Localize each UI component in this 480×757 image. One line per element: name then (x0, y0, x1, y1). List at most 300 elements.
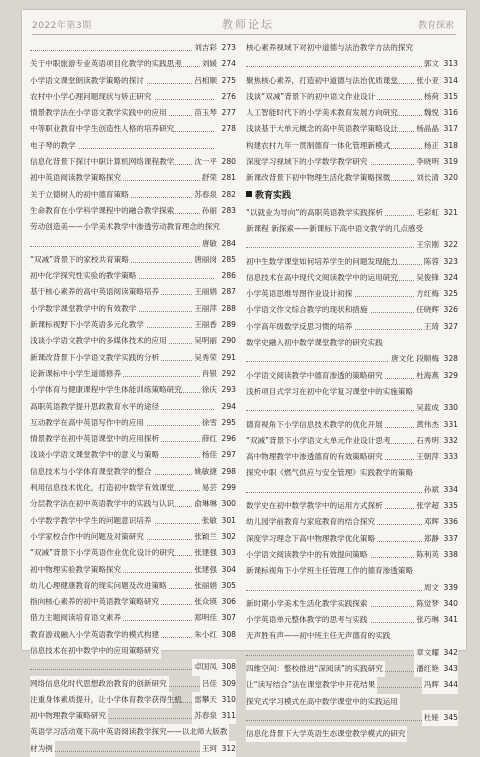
entry-author: 肖银 (201, 368, 217, 378)
entry-meta (200, 741, 236, 757)
entry-title: 关于立德树人的初中德育策略 (30, 187, 131, 203)
entry-meta (192, 610, 236, 626)
entry-title: 初中物理教学策略研究 (30, 708, 108, 724)
entry-author: 卓国凤 (194, 662, 217, 672)
toc-entry[interactable] (30, 252, 236, 268)
entry-page-number: 342 (443, 647, 458, 657)
toc-entry[interactable] (30, 724, 236, 740)
entry-title: 幼儿心理健康教育的现实问题及改进策略 (30, 578, 169, 594)
toc-entry[interactable] (246, 138, 458, 154)
entry-title: 电子琴的教学 (30, 138, 78, 154)
toc-entry[interactable] (30, 382, 236, 398)
toc-right-column (246, 40, 458, 742)
entry-title: 数学史融入初中数学课堂教学的研究实践 (246, 335, 385, 351)
entry-author: 杨正 (423, 140, 439, 150)
entry-title: 核心素养视域下对初中道德与法治教学方法的探究 (246, 40, 415, 56)
entry-page-number: 338 (443, 549, 458, 559)
toc-entry[interactable] (246, 645, 458, 661)
entry-page-number: 328 (443, 354, 458, 364)
entry-author: 唐丽岗 (194, 254, 217, 264)
toc-entry[interactable] (30, 480, 236, 496)
entry-meta (422, 482, 458, 498)
entry-page-number: 287 (221, 287, 236, 297)
entry-page-number: 322 (443, 240, 458, 250)
entry-meta (414, 154, 458, 170)
entry-meta (215, 121, 236, 137)
entry-author: 李晓明 (416, 157, 439, 167)
entry-title: 初中生数学课堂如何培养学生的问题发现能力 (246, 254, 388, 270)
toc-entry[interactable] (30, 284, 236, 300)
entry-page-number: 327 (443, 321, 458, 331)
entry-meta (192, 627, 236, 643)
toc-entry[interactable] (246, 482, 458, 498)
entry-title: 信息技术与小学体育课堂教学的整合 (30, 464, 154, 480)
entry-meta (215, 399, 236, 415)
entry-author: 张学超 (416, 501, 439, 511)
entry-author: 刘媛 (201, 59, 217, 69)
toc-entry[interactable] (246, 580, 458, 596)
toc-entry[interactable] (30, 562, 236, 578)
entry-title: 高职英语教学提升思政教育水平的途径 (30, 399, 161, 415)
entry-author: 王朝萍 (416, 452, 439, 462)
toc-entry[interactable] (30, 643, 236, 659)
toc-entry[interactable] (246, 531, 458, 547)
toc-entry[interactable] (246, 596, 458, 612)
entry-meta (192, 284, 236, 300)
entry-title: 情景教学法在小学语文教学实践中的应用 (30, 105, 169, 121)
entry-page-number: 312 (221, 743, 236, 753)
toc-entry[interactable] (246, 433, 458, 449)
entry-page-number: 321 (443, 207, 458, 217)
entry-title: 小学体育与健康课程中学生体能训练策略研究 (30, 382, 172, 398)
entry-page-number: 284 (221, 238, 236, 248)
toc-entry[interactable] (30, 447, 236, 463)
toc-entry[interactable] (30, 154, 236, 170)
entry-author: 王丽香 (194, 320, 217, 330)
entry-page-number: 298 (221, 466, 236, 476)
entry-title: 初中物理实验教学策略探究 (30, 562, 123, 578)
toc-entry[interactable] (30, 89, 236, 105)
entry-page-number: 311 (221, 711, 236, 721)
toc-entry[interactable] (246, 563, 458, 579)
entry-page-number: 273 (221, 43, 236, 52)
toc-entry[interactable] (30, 578, 236, 594)
header-divider (32, 34, 456, 35)
entry-author: 徐雪 (201, 417, 217, 427)
toc-entry[interactable] (246, 677, 458, 693)
entry-meta (414, 417, 458, 433)
toc-entry[interactable] (246, 449, 458, 465)
entry-author: 张丽娟 (194, 580, 217, 590)
section-square-icon (246, 191, 252, 197)
toc-entry[interactable] (246, 661, 458, 677)
entry-title: 论新课标中小学生道德修养 (30, 366, 123, 382)
toc-entry[interactable] (30, 513, 236, 529)
entry-author: 冯辉 (423, 680, 439, 690)
entry-author: 孙丽 (201, 205, 217, 215)
entry-page-number: 315 (443, 91, 458, 101)
entry-title: 劳动创造美——小学美术教学中渗透劳动教育理念的探究 (30, 219, 222, 235)
entry-meta (192, 73, 236, 89)
toc-entry[interactable] (30, 627, 236, 643)
page-header (22, 14, 466, 34)
toc-entry[interactable] (30, 236, 236, 252)
entry-meta (192, 692, 236, 708)
entry-page-number: 313 (443, 59, 458, 69)
entry-meta (192, 187, 236, 203)
entry-author: 魏悦 (423, 108, 439, 118)
entry-title: 深度学习视域下的小学数学教学研究 (246, 154, 370, 170)
toc-entry[interactable] (30, 431, 236, 447)
toc-entry[interactable] (30, 350, 236, 366)
entry-author: 张巧琳 (416, 615, 439, 625)
entry-meta (192, 350, 236, 366)
entry-page-number: 289 (221, 320, 236, 330)
entry-title: “双减”背景下小学英语作业优化设计的研究 (30, 545, 172, 561)
entry-page-number: 339 (443, 582, 458, 592)
entry-meta (200, 366, 236, 382)
entry-title: 幼儿园学前教育与家庭教育的结合探究 (246, 514, 377, 530)
toc-entry[interactable] (30, 659, 236, 675)
entry-author: 朱小红 (194, 629, 217, 639)
entry-title: 信息化背景下大学英语生态课堂教学模式的研究 (246, 726, 407, 742)
entry-author: 吴明丽 (194, 336, 217, 346)
entry-title: 探究中职《燃气供应与安全管理》实践教学的策略 (246, 465, 415, 481)
entry-meta (422, 710, 458, 726)
entry-author: 郑静 (423, 533, 439, 543)
toc-entry[interactable] (246, 498, 458, 514)
toc-entry[interactable] (246, 465, 458, 481)
entry-title: 中等职业教育中学生创造性人格的培养研究 (30, 121, 172, 137)
toc-entry[interactable] (246, 547, 458, 563)
entry-page-number: 334 (443, 484, 458, 494)
entry-page-number: 326 (443, 305, 458, 315)
entry-title: 小学家校合作中的问题及对策研究 (30, 529, 146, 545)
entry-page-number: 308 (221, 629, 236, 639)
toc-entry[interactable] (246, 400, 458, 416)
toc-entry[interactable] (246, 612, 458, 628)
toc-entry[interactable] (246, 205, 458, 221)
entry-meta (200, 513, 236, 529)
entry-meta (192, 529, 236, 545)
entry-meta (414, 237, 458, 253)
toc-entry[interactable] (30, 399, 236, 415)
entry-author: 吕相顺 (194, 75, 217, 85)
entry-page-number: 303 (221, 548, 236, 558)
entry-page-number: 275 (221, 75, 236, 85)
toc-entry[interactable] (246, 254, 458, 270)
toc-entry[interactable] (30, 594, 236, 610)
toc-entry[interactable] (30, 317, 236, 333)
entry-title: 人工智能时代下的小学美术教育发展方向研究 (246, 105, 388, 121)
entry-page-number: 286 (221, 271, 236, 281)
toc-entry[interactable] (30, 56, 236, 72)
issue-label: 2022年第3期 (32, 21, 92, 31)
entry-page-number: 324 (443, 272, 458, 282)
entry-author: 毛彩虹 (416, 207, 439, 217)
entry-title: 分层教学法在初中英语教学中的实践与认识 (30, 496, 172, 512)
toc-entry[interactable] (246, 302, 458, 318)
entry-title: 注重身体素质提升，让小学体育教学获得生机 (30, 692, 172, 708)
entry-title: 情景教学在初中英语课堂中的应用探析 (30, 431, 161, 447)
entry-meta (192, 659, 236, 675)
entry-meta (422, 677, 458, 693)
entry-page-number: 281 (221, 173, 236, 183)
entry-page-number: 285 (221, 254, 236, 264)
entry-page-number: 282 (221, 189, 236, 199)
toc-entry[interactable] (246, 384, 458, 400)
entry-meta (192, 333, 236, 349)
entry-meta (422, 514, 458, 530)
toc-entry[interactable] (246, 121, 458, 137)
toc-entry[interactable] (30, 529, 236, 545)
entry-title: 信息化背景下探讨中职计算机网络课程教学 (30, 154, 172, 170)
entry-title: 小学语文作文综合教学的现状和措施 (246, 302, 370, 318)
entry-meta (200, 480, 236, 496)
entry-meta (414, 270, 458, 286)
toc-entry[interactable] (246, 368, 458, 384)
toc-entry[interactable] (30, 708, 236, 724)
entry-page-number: 276 (221, 91, 236, 101)
toc-entry[interactable] (30, 301, 236, 317)
section-heading (246, 187, 458, 205)
entry-meta (192, 40, 236, 56)
entry-meta (414, 498, 458, 514)
entry-title: 小学语文阅读教学中的有效提问策略 (246, 547, 370, 563)
entry-page-number: 308 (221, 662, 236, 672)
toc-entry[interactable] (30, 268, 236, 284)
entry-title: “双减”背景下的家校共育策略 (30, 252, 131, 268)
entry-title: 小学数学教学中学生的问题意识培养 (30, 513, 154, 529)
toc-entry[interactable] (246, 319, 458, 335)
entry-author: 易芸 (201, 483, 217, 493)
entry-title: 浅谈基于大单元概念的高中英语教学策略设计 (246, 121, 388, 137)
toc-entry[interactable] (30, 415, 236, 431)
toc-entry[interactable] (30, 170, 236, 186)
entry-title: 浅谈小学语文教学中的多媒体技术的应用 (30, 333, 169, 349)
toc-entry[interactable] (246, 270, 458, 286)
entry-author: 周文 (423, 582, 439, 592)
entry-author: 方红梅 (416, 289, 439, 299)
entry-meta (414, 286, 458, 302)
toc-entry[interactable] (30, 219, 236, 235)
entry-author: 苗玉琴 (194, 108, 217, 118)
toc-entry[interactable] (246, 417, 458, 433)
entry-page-number: 319 (443, 157, 458, 167)
entry-author: 黄伟杰 (416, 419, 439, 429)
entry-page-number: 330 (443, 403, 458, 413)
entry-meta (192, 252, 236, 268)
entry-author: 唐文化 段顺梅 (391, 354, 439, 364)
toc-entry[interactable] (30, 741, 236, 757)
entry-meta (192, 317, 236, 333)
entry-author: 吴俊锋 (416, 272, 439, 282)
entry-title: 无声胜有声——初中班主任无声德育的实践 (246, 628, 392, 644)
entry-meta (200, 447, 236, 463)
entry-author: 唐敏 (201, 238, 217, 248)
entry-author: 徐庆 (201, 385, 217, 395)
entry-page-number: 306 (221, 597, 236, 607)
entry-title: 信息技术在高中现代文阅读教学中的运用研究 (246, 270, 388, 286)
entry-title: 新课程 新探索——新课标下高中语文教学的几点感受 (246, 221, 425, 237)
entry-meta (192, 496, 236, 512)
entry-page-number: 283 (221, 205, 236, 215)
column-label: 教育探索 (417, 21, 454, 31)
toc-entry[interactable] (246, 221, 458, 237)
entry-author: 姚敏捷 (194, 466, 217, 476)
toc-entry[interactable] (246, 237, 458, 253)
entry-title: 初中化学探究性实验的教学策略 (30, 268, 138, 284)
entry-meta (422, 319, 458, 335)
entry-title: 农村中小学心理问题现状与矫正研究 (30, 89, 154, 105)
entry-title: 四维空间：整校推进“深阅读”的实践研究 (246, 661, 385, 677)
toc-entry[interactable] (246, 56, 458, 72)
entry-meta (414, 612, 458, 628)
entry-page-number: 296 (221, 434, 236, 444)
entry-title: 深度学习理念下高中物理教学优化策略 (246, 531, 377, 547)
entry-meta (215, 138, 236, 154)
toc-entry[interactable] (246, 351, 458, 367)
entry-author: 郭文 (423, 59, 439, 69)
entry-page-number: 335 (443, 501, 458, 511)
entry-page-number: 302 (221, 531, 236, 541)
entry-title: 网络信息化时代思想政治教育的创新研究 (30, 676, 169, 692)
toc-entry[interactable] (30, 366, 236, 382)
entry-meta (200, 56, 236, 72)
entry-page-number: 329 (443, 370, 458, 380)
entry-title: 浅析项目式学习在初中化学复习课堂中的实施策略 (246, 384, 415, 400)
toc-entry[interactable] (30, 610, 236, 626)
entry-title: 数学史在初中数学教学中的运用方式探析 (246, 498, 385, 514)
entry-title: 小学英语思维导图作业设计初探 (246, 286, 354, 302)
entry-meta (422, 89, 458, 105)
entry-page-number: 288 (221, 303, 236, 313)
entry-meta (200, 236, 236, 252)
entry-meta (422, 254, 458, 270)
entry-author: 王琦 (423, 321, 439, 331)
entry-meta (414, 73, 458, 89)
entry-page-number: 323 (443, 256, 458, 266)
entry-title: 构建农村九年一贯制德育一体化管理新模式 (246, 138, 388, 154)
entry-title: “双减”背景下小学语文大单元作业设计思考 (246, 433, 388, 449)
entry-title: 小学高年级数学反思习惯的培养 (246, 319, 354, 335)
toc-entry[interactable] (246, 335, 458, 351)
toc-entry[interactable] (30, 121, 236, 137)
entry-meta (192, 594, 236, 610)
entry-page-number: 278 (221, 124, 236, 134)
entry-author: 张建强 (194, 564, 217, 574)
entry-author: 吴蓝成 (416, 403, 439, 413)
entry-author: 俞琳琳 (194, 499, 217, 509)
entry-page-number: 293 (221, 385, 236, 395)
entry-author: 苏春泉 (194, 711, 217, 721)
entry-author: 吴秀荣 (194, 352, 217, 362)
entry-title: 德育视角下小学信息技术教学的优化开展 (246, 417, 385, 433)
entry-author: 陈觉梦 (416, 598, 439, 608)
entry-meta (215, 268, 236, 284)
entry-title: 小学语文阅读教学中德育渗透的策略研究 (246, 368, 385, 384)
toc-entry[interactable] (246, 73, 458, 89)
toc-entry[interactable] (30, 187, 236, 203)
entry-page-number: 333 (443, 452, 458, 462)
entry-title: 新课标视角下小学班主任管理工作的德育渗透策略 (246, 563, 415, 579)
toc-entry[interactable] (246, 89, 458, 105)
toc-entry[interactable] (246, 710, 458, 726)
entry-page-number: 300 (221, 499, 236, 509)
toc-entry[interactable] (30, 73, 236, 89)
toc-entry[interactable] (246, 40, 458, 56)
entry-title: 基于核心素养的高中英语阅读策略培养 (30, 284, 161, 300)
entry-author: 张敏 (201, 515, 217, 525)
toc-entry[interactable] (246, 170, 458, 186)
toc-entry[interactable] (246, 726, 458, 742)
entry-meta (414, 433, 458, 449)
entry-author: 张建强 (194, 548, 217, 558)
toc-entry[interactable] (246, 286, 458, 302)
entry-meta (200, 203, 236, 219)
entry-meta (422, 531, 458, 547)
toc-entry[interactable] (30, 545, 236, 561)
toc-entry[interactable] (30, 464, 236, 480)
toc-entry[interactable] (30, 676, 236, 692)
entry-page-number: 336 (443, 517, 458, 527)
entry-meta (414, 121, 458, 137)
entry-page-number: 318 (443, 140, 458, 150)
toc-entry[interactable] (246, 514, 458, 530)
entry-author: 刘长清 (416, 173, 439, 183)
toc-entry[interactable] (246, 154, 458, 170)
entry-meta (200, 676, 236, 692)
entry-title: 指向核心素养的初中英语教学策略研究 (30, 594, 161, 610)
toc-entry[interactable] (30, 203, 236, 219)
entry-author: 章文耀 (416, 647, 439, 657)
toc-entry[interactable] (246, 105, 458, 121)
entry-author: 邓辉 (423, 517, 439, 527)
toc-entry[interactable] (246, 628, 458, 644)
entry-author: 杨晶晶 (416, 124, 439, 134)
entry-meta (215, 89, 236, 105)
entry-author: 薛红 (201, 434, 217, 444)
entry-meta (414, 400, 458, 416)
toc-entry[interactable] (30, 138, 236, 154)
entry-meta (389, 351, 458, 367)
entry-title: 小学数学课堂教学中的有效教学 (30, 301, 138, 317)
entry-meta (200, 382, 236, 398)
entry-title: 小学英语单元整体教学的思考与实践 (246, 612, 370, 628)
section-title: 教育实践 (255, 190, 292, 201)
toc-entry[interactable] (30, 40, 236, 56)
entry-page-number: 290 (221, 336, 236, 346)
toc-entry[interactable] (30, 496, 236, 512)
toc-entry[interactable] (246, 694, 458, 710)
toc-entry[interactable] (30, 692, 236, 708)
entry-title: 生命教育在小学科学课程中的融合教学探索 (30, 203, 172, 219)
entry-title: 新课改背景下小学语文教学实践的分析 (30, 350, 161, 366)
entry-title: 互动教学在高中英语写作中的应用 (30, 415, 146, 431)
entry-meta (192, 708, 236, 724)
entry-author: 王丽娟 (194, 287, 217, 297)
entry-meta (422, 56, 458, 72)
entry-title: 信息技术在初中数学中的应用策略研究 (30, 643, 161, 659)
entry-page-number: 295 (221, 417, 236, 427)
entry-page-number: 325 (443, 289, 458, 299)
entry-author: 雷攀天 (194, 694, 217, 704)
entry-author: 杨荷 (423, 91, 439, 101)
entry-author: 张颖兰 (194, 531, 217, 541)
toc-entry[interactable] (30, 333, 236, 349)
toc-entry[interactable] (30, 105, 236, 121)
entry-title: 新课标视野下小学英语多元化教学 (30, 317, 146, 333)
